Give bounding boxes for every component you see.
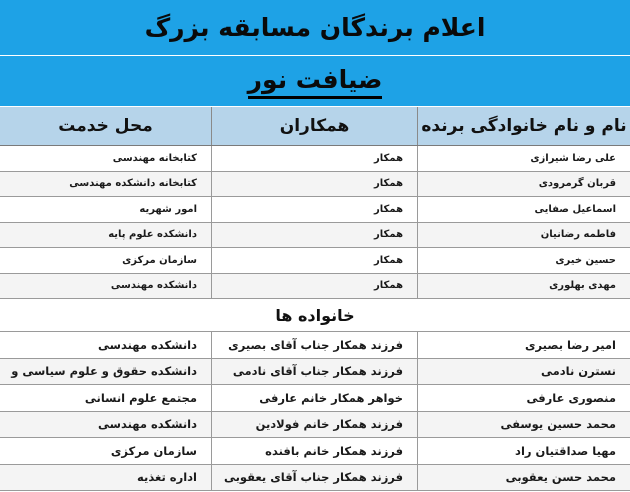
title-banner (0, 0, 630, 55)
table-row (0, 197, 630, 223)
table-row (0, 146, 630, 172)
winner-name-cell: مهدی بهلوری (417, 274, 630, 299)
table-row (0, 172, 630, 198)
workplace-cell: سازمان مرکزی (110, 443, 197, 458)
workplace-cell: مجتمع علوم انسانی (84, 390, 197, 405)
relation-cell: فرزند همکار خانم بافنده (211, 438, 417, 464)
header-relation: همکاران (211, 107, 417, 145)
table-header (0, 107, 630, 146)
winner-name-cell: فاطمه رضانیان (417, 223, 630, 248)
relation-cell: همکار (211, 248, 417, 273)
workplace-cell: دانشکده حقوق و علوم سیاسی و (11, 364, 197, 379)
header-workplace: محل خدمت (58, 116, 153, 136)
winner-name-cell: حسین خیری (417, 248, 630, 273)
workplace-cell: دانشکده علوم پایه (108, 229, 197, 241)
workplace-cell: کتابخانه مهندسی (112, 152, 197, 164)
winner-name-cell: محمد حسین یوسفی (417, 412, 630, 438)
table-row (0, 359, 630, 386)
subtitle-banner (0, 56, 630, 106)
winner-name-cell: نسترن نادمی (417, 359, 630, 385)
winner-name-cell: علی رضا شیرازی (417, 146, 630, 171)
winner-name-cell: مهیا صداقتیان راد (417, 438, 630, 464)
table-row (0, 223, 630, 249)
relation-cell: خواهر همکار خانم عارفی (211, 385, 417, 411)
family-rows (0, 332, 630, 491)
header-winner-name: نام و نام خانوادگی برنده (417, 107, 630, 145)
staff-rows (0, 146, 630, 299)
relation-cell: فرزند همکار خانم فولادین (211, 412, 417, 438)
relation-cell: همکار (211, 197, 417, 222)
table-row (0, 465, 630, 492)
page-subtitle: ضیافت نور (248, 64, 383, 99)
table-row (0, 332, 630, 359)
workplace-cell: دانشکده مهندسی (98, 337, 197, 352)
workplace-cell: دانشکده مهندسی (110, 280, 197, 292)
winner-name-cell: منصوری عارفی (417, 385, 630, 411)
workplace-cell: کتابخانه دانشکده مهندسی (69, 178, 197, 190)
winner-name-cell: اسماعیل صفایی (417, 197, 630, 222)
relation-cell: همکار (211, 172, 417, 197)
relation-cell: همکار (211, 223, 417, 248)
winner-name-cell: قربان گرمرودی (417, 172, 630, 197)
table-row (0, 385, 630, 412)
table-row (0, 412, 630, 439)
workplace-cell: اداره تغذیه (137, 470, 197, 485)
table-row (0, 248, 630, 274)
workplace-cell: امور شهریه (139, 203, 197, 215)
relation-cell: فرزند همکار جناب آقای بصیری (211, 332, 417, 358)
winner-name-cell: محمد حسن یعقوبی (417, 465, 630, 491)
family-section-header (0, 299, 630, 332)
relation-cell: همکار (211, 274, 417, 299)
table-row (0, 274, 630, 300)
relation-cell: همکار (211, 146, 417, 171)
relation-cell: فرزند همکار جناب آقای یعقوبی (211, 465, 417, 491)
page-title: اعلام برندگان مسابقه بزرگ (144, 13, 486, 42)
workplace-cell: دانشکده مهندسی (98, 417, 197, 432)
table-row (0, 438, 630, 465)
workplace-cell: سازمان مرکزی (122, 254, 197, 266)
relation-cell: فرزند همکار جناب آقای نادمی (211, 359, 417, 385)
family-section-label: خانواده ها (275, 305, 355, 325)
winner-name-cell: امیر رضا بصیری (417, 332, 630, 358)
